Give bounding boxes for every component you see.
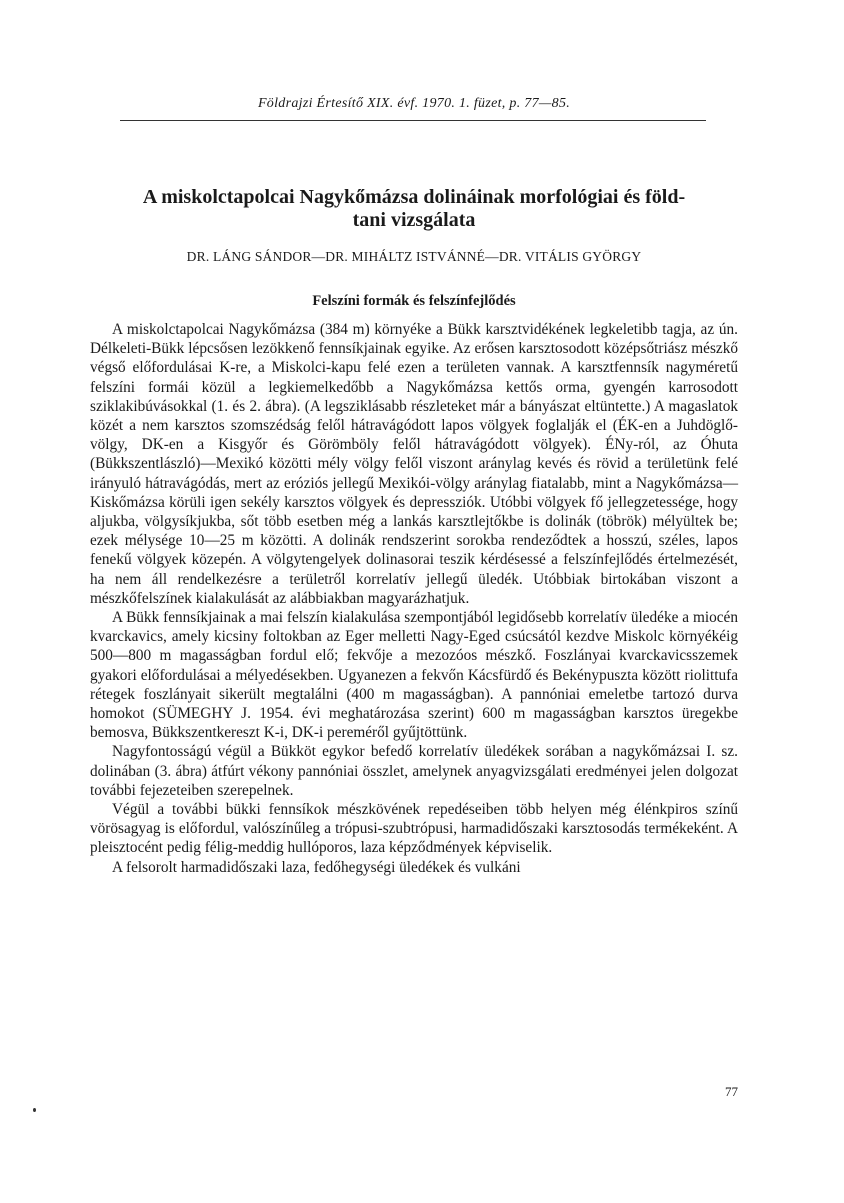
- body-paragraph: Nagyfontosságú végül a Bükköt egykor befedő korrelatív üledékek sorában a nagykőmázsai I. sz. dolinában (3. ábra) átfúrt vékony pannóniai összlet, amelynek anyagvizsgálati eredményei jelen dolgozat további fejezeteiben szerepelnek.: [90, 743, 738, 799]
- article-authors: DR. LÁNG SÁNDOR—DR. MIHÁLTZ ISTVÁNNÉ—DR. VITÁLIS GYÖRGY: [186, 249, 642, 264]
- article-title-line-2: tani vizsgálata: [352, 209, 476, 231]
- running-head: Földrajzi Értesítő XIX. évf. 1970. 1. füzet, p. 77—85.: [257, 96, 571, 111]
- page-number: 77: [725, 1084, 738, 1099]
- section-heading: Felszíni formák és felszínfejlődés: [312, 293, 516, 309]
- header-rule: [120, 120, 706, 121]
- body-paragraph: A miskolctapolcai Nagykőmázsa (384 m) környéke a Bükk karsztvidékének legkeletibb tagja, az ún. Délkeleti-Bükk lépcsősen lezökkenő fennsíkjainak egyike. Az erősen karsztosodott középsőtriász mészkő végső előfordulásai K-re, a Miskolci-kapu felé ezen a területen vannak. A karsztfennsík nagyméretű felszíni formái közül a legkiemelkedőbb a Nagykőmázsa kettős orma, gyengén karrosodott sziklakibúvásokkal (1. és 2. ábra). (A legsziklásabb részleteket már a bányászat eltüntette.) A magaslatok közét a nem karsztos szomszédság felől hátravágódott lapos völgyek foglalják el (ÉK-en a Juhdöglő-völgy, DK-en a Kisgyőr és Görömböly felől hátravágódott völgyek). ÉNy-ról, az Óhuta (Bükkszentlászló)—Mexikó közötti mély völgy felől viszont aránylag kevés és rövid a területünk felé irányuló hátravágódás, mert az eróziós jellegű Mexikói-völgy aránylag fiatalabb, mint a Nagykőmázsa—Kiskőmázsa körüli igen sekély karsztos völgyek és depressziók. Utóbbi völgyek fő jellegzetessége, hogy aljukba, völgysíkjukba, sőt több esetben még a lankás karsztlejtőkbe is dolinák (töbrök) mélyültek be; ezek mélysége 10—25 m közötti. A dolinák rendszerint sorokba rendeződtek a hosszú, széles, lapos fenekű völgyek közepén. A völgytengelyek dolinasorai teszik kérdésessé a felszínfejlődés értelmezését, ha nem áll rendelkezésre a területről korrelatív jellegű üledék. Utóbbiak birtokában viszont a mészkőfelszínek kialakulását az alábbiakban magyarázhatjuk.: [90, 321, 738, 607]
- body-paragraph: Végül a további bükki fennsíkok mészkövének repedéseiben több helyen még élénkpiros színű vörösagyag is előfordul, valószínűleg a trópusi-szubtrópusi, harmadidőszaki karsztosodás termékeként. A pleisztocént pedig félig-meddig hullóporos, laza képződmények képviselik.: [90, 801, 738, 857]
- article-title: [90, 186, 738, 232]
- scan-speck: [33, 1108, 36, 1112]
- body-paragraph: A Bükk fennsíkjainak a mai felszín kialakulása szempontjából legidősebb korrelatív üledéke a miocén kvarckavics, amely kicsiny foltokban az Eger melletti Nagy-Eged csúcsától kezdve Miskolc környékéig 500—800 m magasságban fordul elő; fekvője a mezozóos mészkő. Foszlányai kvarckavicsszemek gyakori előfordulásai a mélyedésekben. Ugyanezen a fekvőn Kácsfürdő és Bekénypuszta között riolittufa rétegek foszlányait sikerült megtalálni (400 m magasságban). A pannóniai emeletbe tartozó durva homokot (SÜMEGHY J. 1954. évi meghatározása szerint) 600 m magasságban karsztos üregekbe bemosva, Bükkszentkereszt K-i, DK-i pereméről gyűjtöttünk.: [90, 609, 738, 742]
- body-paragraph: A felsorolt harmadidőszaki laza, fedőhegységi üledékek és vulkáni: [112, 858, 521, 876]
- article-title-line-1: A miskolctapolcai Nagykőmázsa dolináinak morfológiai és föld-: [142, 186, 686, 208]
- article-body: [90, 320, 738, 877]
